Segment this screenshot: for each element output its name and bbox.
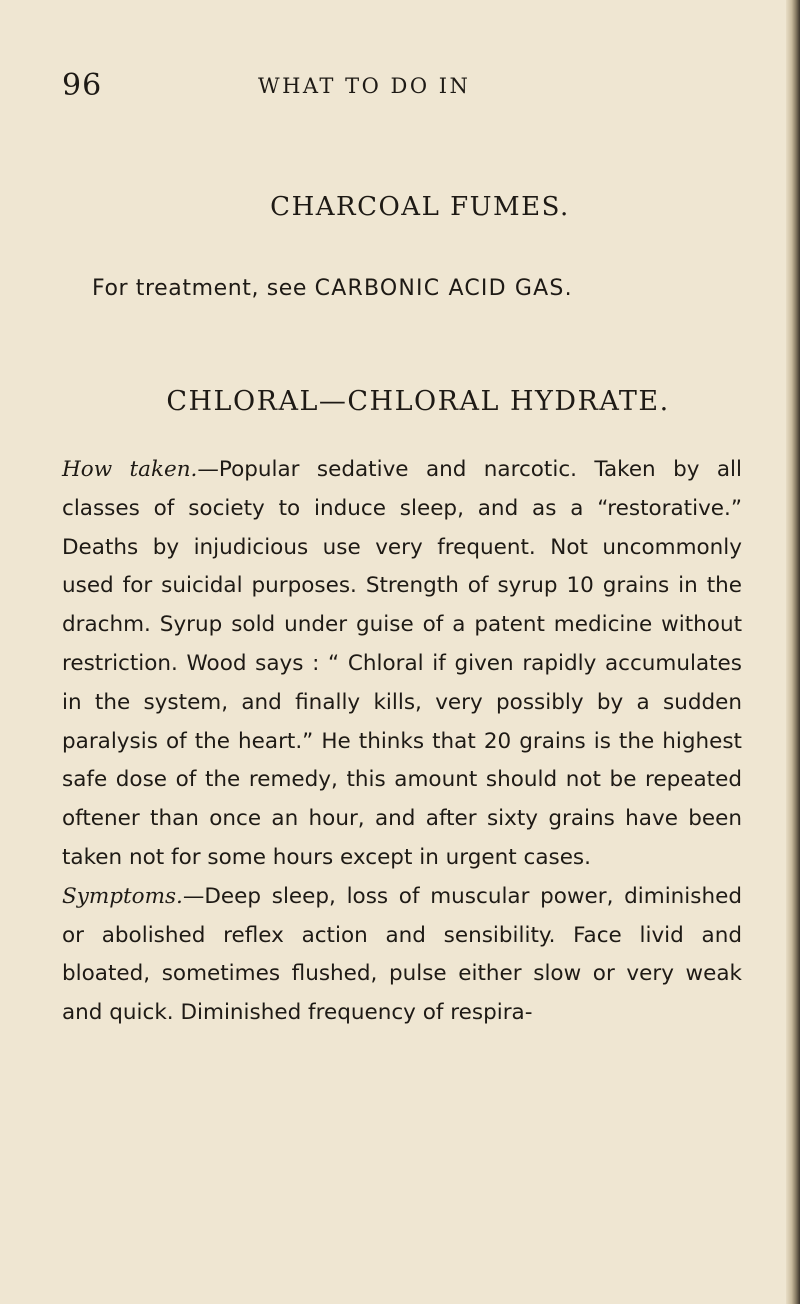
paragraph-text-how-taken: —Popular sedative and narcotic. Taken by all classes of society to induce sleep, and as a “restorative.” Deaths by injudicious use very frequent. Not uncommonly used for suicidal purposes. Strength of syrup 10 grains in the drachm. Syrup sold under guise of a patent medicine without restriction. Wood says : “ Chloral if given rapidly accumulates in the system, and finally kills, very possibly by a sudden paralysis of the heart.” He thinks that 20 grains is the highest safe dose of the remedy, this amount should not be repeated oftener than once an hour, and after sixty grains have been taken not for some hours except in urgent cases. xyxy=(62,457,742,870)
paragraph-lead-symptoms: Symptoms. xyxy=(62,883,183,909)
running-head-title: WHAT TO DO IN xyxy=(258,74,471,98)
cross-reference-target: CARBONIC ACID GAS. xyxy=(314,276,573,301)
section-body xyxy=(62,451,742,1033)
paragraph-how-taken xyxy=(62,451,742,878)
running-head xyxy=(62,68,742,108)
section-heading-charcoal-fumes: CHARCOAL FUMES. xyxy=(270,192,570,222)
paragraph-symptoms xyxy=(62,878,742,1033)
cross-reference-prefix: For treatment, see xyxy=(92,276,315,301)
paragraph-text-symptoms: —Deep sleep, loss of muscular power, diminished or abolished reflex action and sensibility. Face livid and bloated, sometimes flushed, pulse either slow or very weak and quick. Diminished frequency of respira- xyxy=(62,883,742,1026)
cross-reference-line xyxy=(92,276,573,301)
page-number: 96 xyxy=(62,68,103,103)
section-heading-chloral: CHLORAL—CHLORAL HYDRATE. xyxy=(166,386,670,417)
paragraph-lead-how-taken: How taken. xyxy=(62,457,198,482)
